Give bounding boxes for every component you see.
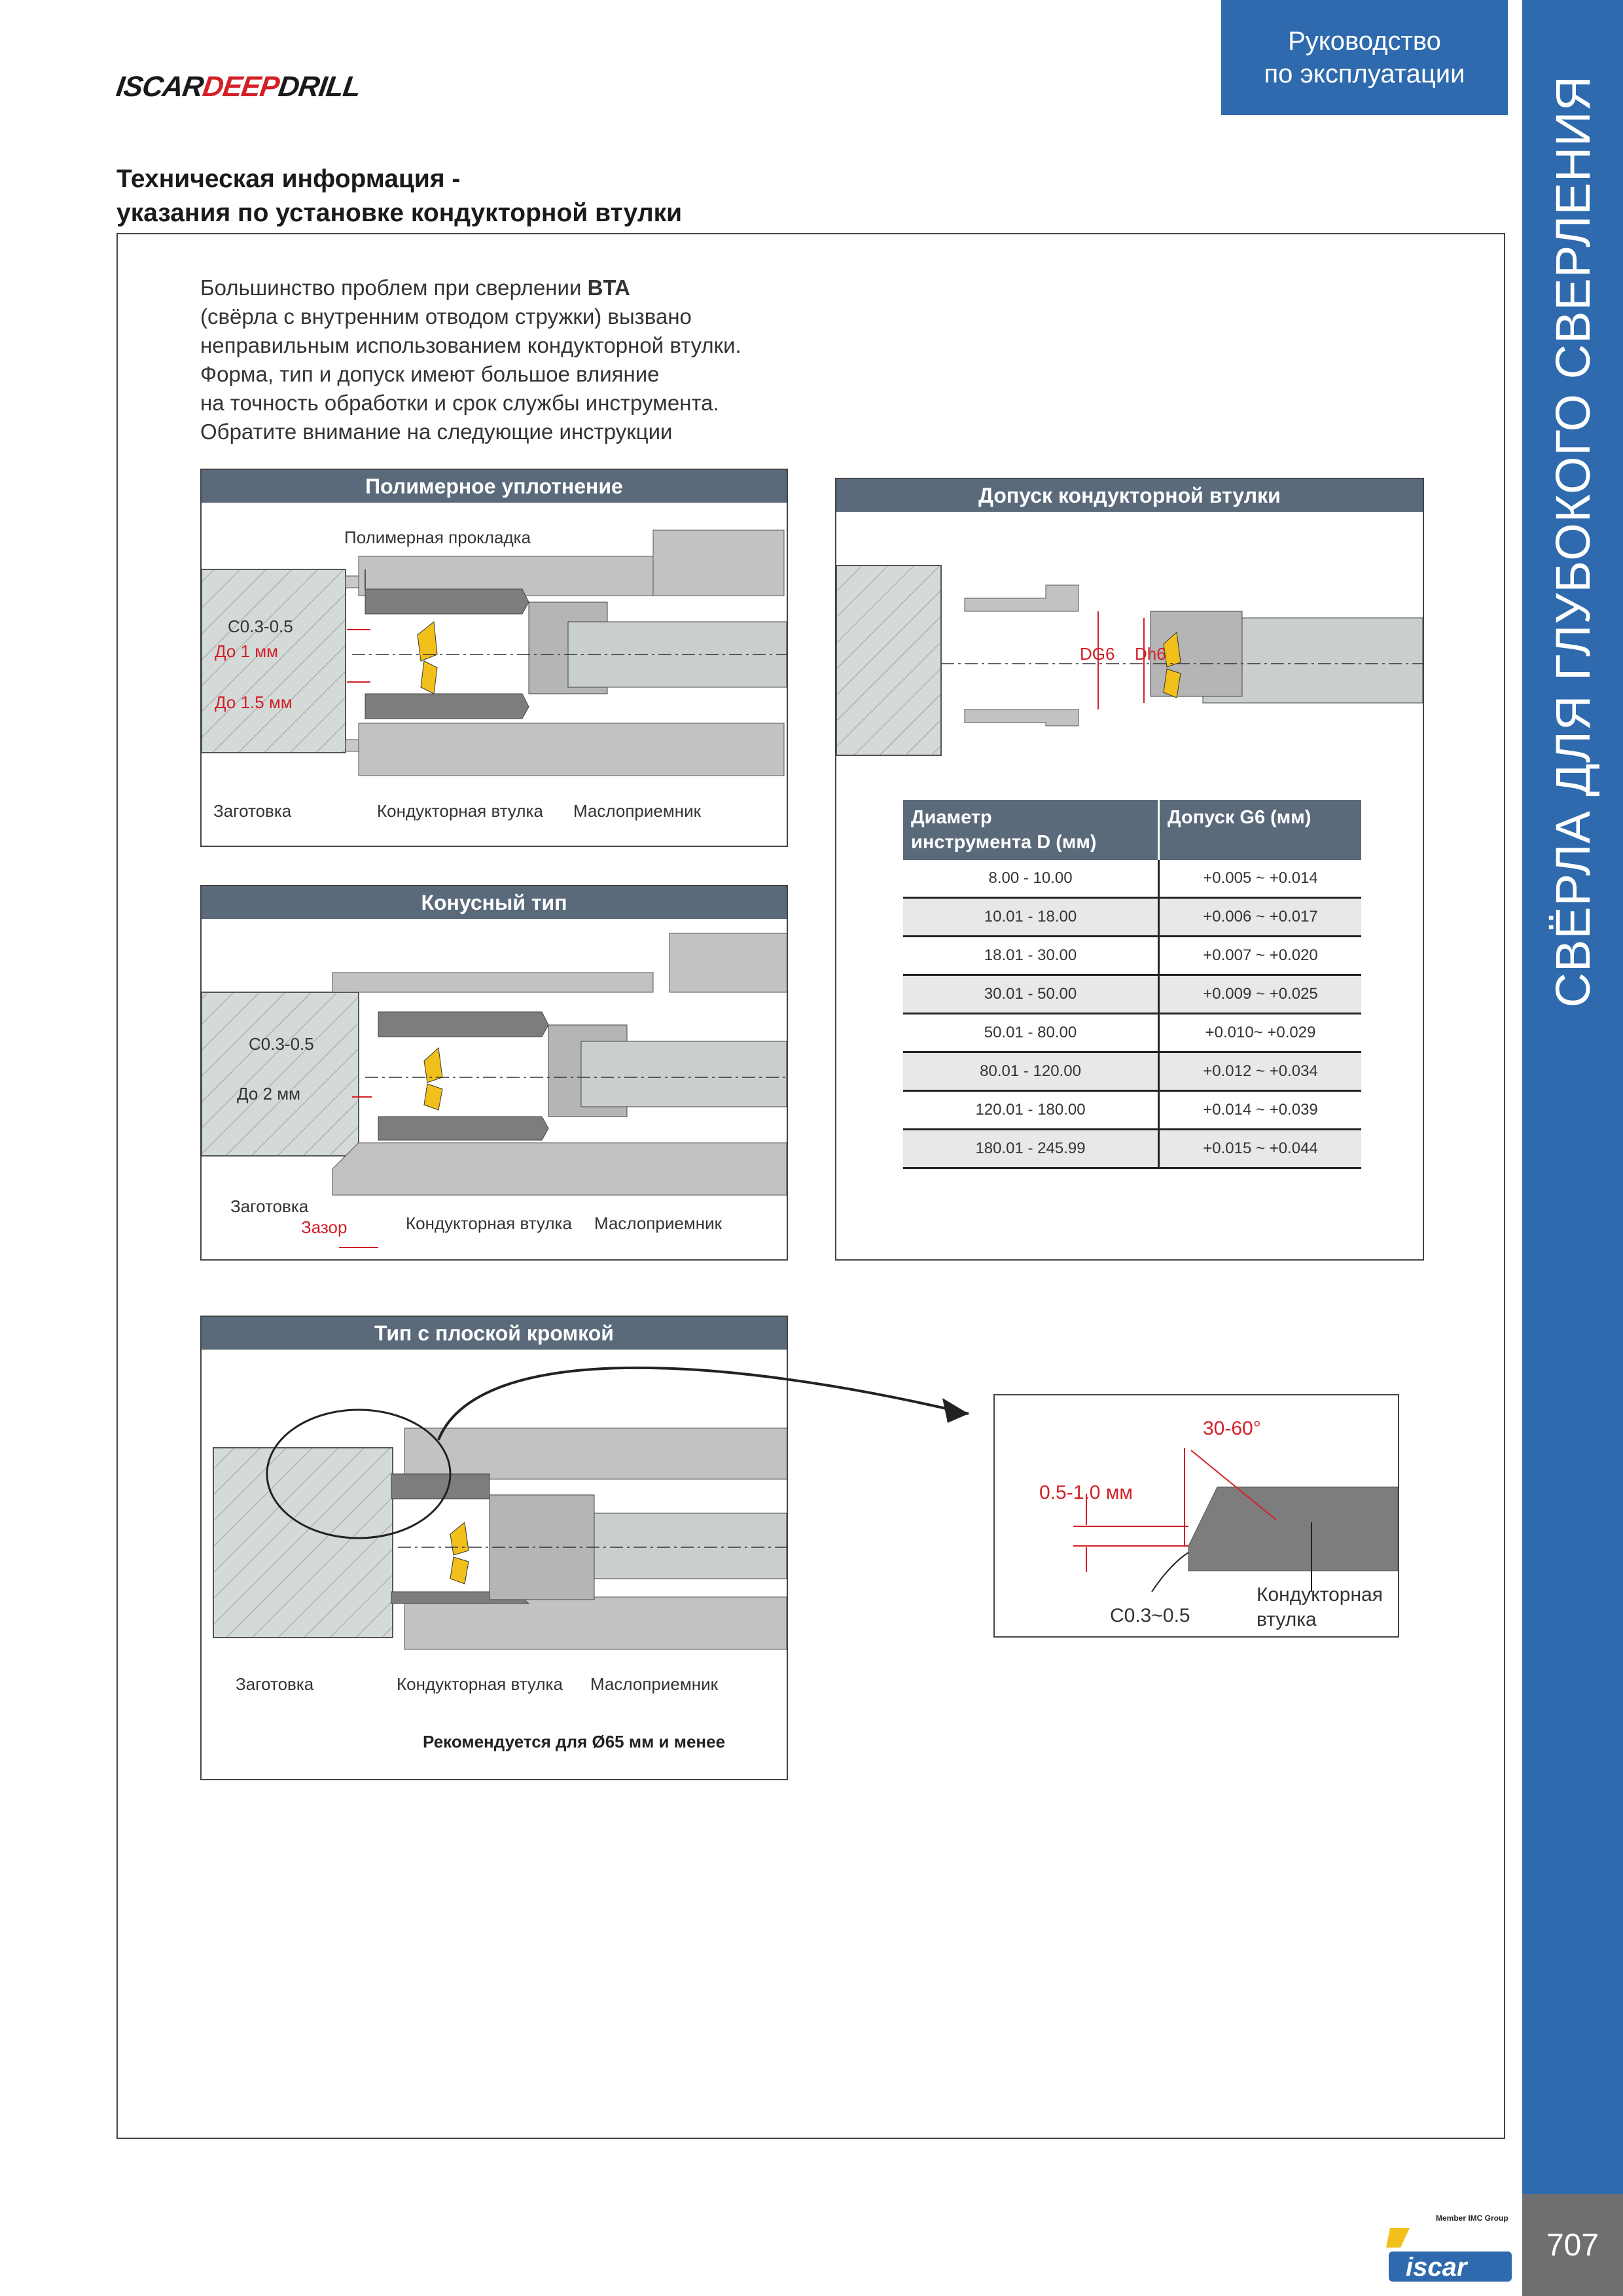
label-chamfer: C0.3-0.5 xyxy=(249,1034,314,1054)
label-clearance: Зазор xyxy=(301,1217,348,1237)
label-dg6: DG6 xyxy=(1080,644,1115,664)
brand-text: iscar xyxy=(1406,2253,1467,2282)
label-oil-receiver: Маслоприемник xyxy=(573,801,701,821)
guide-badge xyxy=(1221,0,1508,115)
sidebar-title-text: СВЁРЛА ДЛЯ ГЛУБОКОГО СВЕРЛЕНИЯ xyxy=(1545,75,1600,1008)
cell-tolerance: +0.010~ +0.029 xyxy=(1159,1014,1361,1052)
page-number: 707 xyxy=(1522,2194,1623,2296)
cell-tolerance: +0.009 ~ +0.025 xyxy=(1159,975,1361,1014)
cell-tolerance: +0.007 ~ +0.020 xyxy=(1159,937,1361,975)
tolerance-table xyxy=(903,800,1361,1169)
table-row xyxy=(903,860,1361,898)
page-title-line2: указания по установке кондукторной втулки xyxy=(116,199,683,227)
iscar-footer-logo xyxy=(1386,2206,1517,2284)
cell-tolerance: +0.006 ~ +0.017 xyxy=(1159,898,1361,937)
cell-diameter: 18.01 - 30.00 xyxy=(903,937,1159,975)
intro-line-1 xyxy=(200,274,855,302)
polymer-seal-panel xyxy=(200,469,788,847)
label-bushing xyxy=(1257,1583,1383,1632)
cell-diameter: 30.01 - 50.00 xyxy=(903,975,1159,1014)
label-gap-2mm: До 2 мм xyxy=(237,1084,301,1103)
cell-diameter: 80.01 - 120.00 xyxy=(903,1052,1159,1091)
intro-line-2: (свёрла с внутренним отводом стружки) вызвано xyxy=(200,304,692,329)
label-gasket: Полимерная прокладка xyxy=(344,528,531,547)
label-bushing: Кондукторная втулка xyxy=(377,801,543,821)
logo-part-drill: DRILL xyxy=(276,71,363,103)
cell-tolerance: +0.005 ~ +0.014 xyxy=(1159,860,1361,898)
label-workpiece: Заготовка xyxy=(230,1196,309,1216)
cell-diameter: 50.01 - 80.00 xyxy=(903,1014,1159,1052)
label-dh6: Dh6 xyxy=(1135,644,1166,664)
table-row xyxy=(903,975,1361,1014)
label-width: 0.5-1.0 мм xyxy=(1039,1482,1133,1503)
table-row xyxy=(903,1052,1361,1091)
sidebar-title xyxy=(1522,0,1623,1021)
table-row xyxy=(903,1014,1361,1052)
table-header-diameter xyxy=(903,800,1159,860)
iscar-deep-drill-logo xyxy=(114,71,362,103)
member-text: Member IMC Group xyxy=(1436,2214,1508,2223)
detail-arrow xyxy=(393,1335,1021,1492)
label-bushing: Кондукторная втулка xyxy=(406,1213,572,1233)
logo-part-iscar: ISCAR xyxy=(114,71,205,103)
guide-line1: Руководство xyxy=(1288,27,1441,56)
cell-diameter: 120.01 - 180.00 xyxy=(903,1091,1159,1130)
table-row xyxy=(903,898,1361,937)
tolerance-title: Допуск кондукторной втулки xyxy=(836,479,1423,512)
cell-diameter: 180.01 - 245.99 xyxy=(903,1130,1159,1168)
label-chamfer: C0.3-0.5 xyxy=(228,617,293,636)
recommend-note: Рекомендуется для Ø65 мм и менее xyxy=(423,1732,726,1751)
table-row xyxy=(903,1091,1361,1130)
logo-part-deep: DEEP xyxy=(200,71,281,103)
page-title xyxy=(116,162,682,230)
table-header-tolerance: Допуск G6 (мм) xyxy=(1159,800,1361,860)
table-row xyxy=(903,937,1361,975)
flat-edge-title: Тип с плоской кромкой xyxy=(202,1317,787,1350)
intro-line1-text: Большинство проблем при сверлении xyxy=(200,276,588,300)
header-diameter-line2: инструмента D (мм) xyxy=(911,832,1097,853)
label-bushing: Кондукторная втулка xyxy=(397,1674,563,1694)
cone-type-title: Конусный тип xyxy=(202,886,787,919)
label-workpiece: Заготовка xyxy=(236,1674,314,1694)
detail-box xyxy=(993,1394,1399,1638)
intro-line-6: Обратите внимание на следующие инструкции xyxy=(200,420,673,444)
label-bushing-line2: втулка xyxy=(1257,1609,1317,1630)
label-workpiece: Заготовка xyxy=(213,801,292,821)
header-diameter-line1: Диаметр xyxy=(911,807,992,828)
label-oil-receiver: Маслоприемник xyxy=(590,1674,718,1694)
table-header-row xyxy=(903,800,1361,860)
polymer-seal-diagram xyxy=(202,504,787,847)
label-gap-1mm: До 1 мм xyxy=(215,641,279,661)
intro-text xyxy=(200,274,855,446)
label-bushing-line1: Кондукторная xyxy=(1257,1584,1383,1605)
cell-diameter: 8.00 - 10.00 xyxy=(903,860,1159,898)
cell-tolerance: +0.012 ~ +0.034 xyxy=(1159,1052,1361,1091)
tolerance-diagram xyxy=(836,513,1423,775)
intro-line-5: на точность обработки и срок службы инструмента. xyxy=(200,391,719,415)
cell-diameter: 10.01 - 18.00 xyxy=(903,898,1159,937)
intro-bta: BTA xyxy=(587,276,630,300)
label-angle: 30-60° xyxy=(1203,1418,1261,1439)
intro-line-4: Форма, тип и допуск имеют большое влияние xyxy=(200,362,660,386)
page-title-line1: Техническая информация - xyxy=(116,165,461,193)
cell-tolerance: +0.014 ~ +0.039 xyxy=(1159,1091,1361,1130)
label-gap-1-5mm: До 1.5 мм xyxy=(215,692,293,712)
table-row xyxy=(903,1130,1361,1168)
label-chamfer: C0.3~0.5 xyxy=(1110,1605,1190,1626)
cone-type-panel xyxy=(200,885,788,1261)
guide-line2: по эксплуатации xyxy=(1264,60,1465,88)
intro-line-3: неправильным использованием кондукторной втулки. xyxy=(200,333,741,357)
polymer-seal-title: Полимерное уплотнение xyxy=(202,470,787,503)
cell-tolerance: +0.015 ~ +0.044 xyxy=(1159,1130,1361,1168)
label-oil-receiver: Маслоприемник xyxy=(594,1213,722,1233)
